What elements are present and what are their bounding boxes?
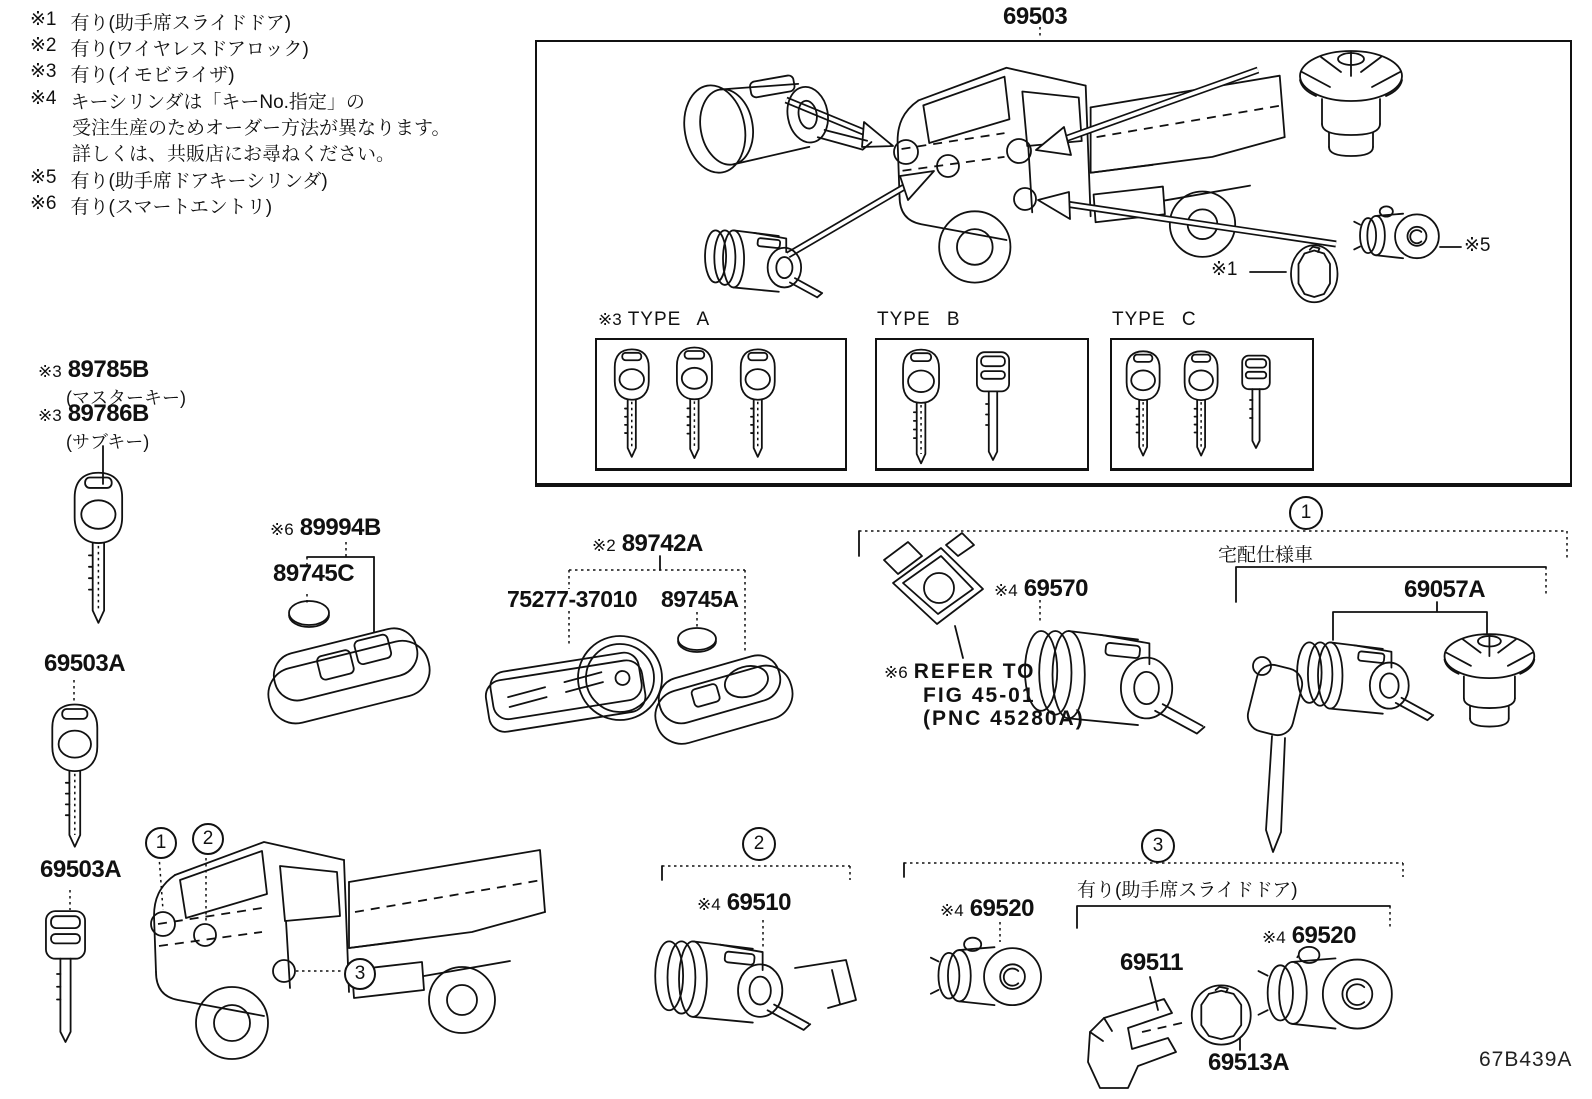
part-label-wireless-key xyxy=(592,530,703,558)
door-cylinder-69520-rear-illustration xyxy=(1258,947,1391,1029)
key-blank-lower-illustration xyxy=(46,911,85,1042)
note-ref: ※6 xyxy=(30,193,57,214)
part-number: 69503A xyxy=(40,856,122,883)
location-callout-2: 2 xyxy=(192,823,224,855)
69057A-bracket xyxy=(1333,602,1487,640)
part-label-69520-front xyxy=(940,895,1034,923)
note-text: (PNC 45280A) xyxy=(923,707,1085,730)
note-text: 有り(スマートエントリ) xyxy=(70,197,273,218)
slide-door-condition-label xyxy=(1077,875,1298,902)
type-name: TYPE C xyxy=(1112,309,1197,330)
part-number: 89786B xyxy=(67,400,149,427)
note-3 xyxy=(30,60,235,87)
note-ref: ※4 xyxy=(940,901,964,920)
note-text: 受注生産のためオーダー方法が異なります。 xyxy=(72,118,451,139)
smart-entry-note-line1 xyxy=(884,660,1036,684)
part-number: 89742A xyxy=(621,530,703,557)
note-2 xyxy=(30,34,309,61)
note-4 xyxy=(30,87,365,114)
note-text: 有り(助手席ドアキーシリンダ) xyxy=(70,171,328,192)
key-blank-upper-illustration xyxy=(52,705,97,847)
part-number: 89745C xyxy=(273,560,355,587)
part-label-smart-key-battery xyxy=(273,560,354,588)
note-text: 有り(ワイヤレスドアロック) xyxy=(70,39,309,60)
type-c-label xyxy=(1112,309,1197,331)
part-number: 69510 xyxy=(726,889,791,916)
part-name: (サブキー) xyxy=(66,432,150,452)
note-ref: ※5 xyxy=(30,167,57,188)
part-label-69570 xyxy=(994,575,1088,603)
smart-key-fob-illustration xyxy=(259,622,435,730)
delivery-key-illustration xyxy=(1244,657,1305,852)
diagram-code xyxy=(1479,1048,1572,1072)
leader-69511 xyxy=(1150,977,1158,1010)
part-number: 69513A xyxy=(1208,1049,1290,1076)
part-number: 89745A xyxy=(661,586,739,612)
type-b-keys-illustration xyxy=(903,350,1009,464)
note-ref: ※6 xyxy=(884,663,908,682)
type-name: TYPE B xyxy=(877,309,961,330)
section3-callout: 3 xyxy=(1141,829,1175,863)
note-ref: ※4 xyxy=(697,895,721,914)
door-cylinder-illustration-ref5 xyxy=(1354,206,1439,258)
note-text: 詳しくは、共販店にお尋ねください。 xyxy=(72,144,396,165)
type-a-keys-illustration xyxy=(615,348,775,459)
part-label-69503 xyxy=(1003,3,1067,31)
key-ring-illustration xyxy=(578,636,662,720)
part-number: 75277-37010 xyxy=(507,586,638,612)
part-label-smart-key xyxy=(270,514,381,542)
type-name: TYPE A xyxy=(627,309,711,330)
door-cylinder-69510-illustration xyxy=(655,941,856,1030)
note-ref: ※1 xyxy=(1211,259,1238,280)
part-name: (マスターキー) xyxy=(66,388,186,408)
note-ref: ※3 xyxy=(598,310,622,329)
part-number: 69520 xyxy=(1291,922,1356,949)
label-text: 有り(助手席スライドドア) xyxy=(1077,880,1298,901)
smart-entry-note-line3 xyxy=(923,707,1085,731)
sub-key-name xyxy=(66,428,149,454)
note-5 xyxy=(30,166,328,193)
part-number: 69520 xyxy=(969,895,1034,922)
exploded-view-arrows xyxy=(786,70,1336,255)
note-ref: ※3 xyxy=(38,406,62,425)
smart-key-battery-illustration xyxy=(289,601,329,627)
part-label-69520-rear xyxy=(1262,922,1356,950)
delivery-lock-cylinder-illustration xyxy=(1297,642,1433,720)
note-ref: ※2 xyxy=(30,35,57,56)
type-c-keys-illustration xyxy=(1127,351,1270,455)
gasket-69513A-illustration xyxy=(1192,985,1251,1044)
part-number: 69503 xyxy=(1003,3,1068,30)
note-ref: ※2 xyxy=(592,536,616,555)
note-1 xyxy=(30,8,291,35)
note-ref: ※4 xyxy=(30,88,57,109)
note-ref: ※1 xyxy=(30,9,57,30)
note-ref: ※4 xyxy=(1262,928,1286,947)
part-number: 69511 xyxy=(1120,949,1183,976)
delivery-spec-label xyxy=(1218,540,1313,567)
smart-entry-unit-illustration xyxy=(884,533,983,624)
wireless-fob-illustration xyxy=(646,648,799,750)
fuel-cap-illustration-main xyxy=(1300,51,1402,156)
section2-callout: 2 xyxy=(742,827,776,861)
ref5-label xyxy=(1464,234,1491,257)
part-number: 69057A xyxy=(1404,576,1486,603)
note-text: 有り(助手席スライドドア) xyxy=(70,13,292,34)
part-number: 69503A xyxy=(44,650,126,677)
note-text: REFER TO xyxy=(913,660,1036,683)
label-text: 宅配仕様車 xyxy=(1218,545,1314,566)
delivery-spec-bracket xyxy=(1236,567,1546,602)
clip-69511-illustration xyxy=(1088,999,1176,1088)
part-number: 89994B xyxy=(299,514,381,541)
leader-smart-entry-note xyxy=(955,626,963,658)
note-text: 有り(イモビライザ) xyxy=(70,65,235,86)
clip-gasket-dashed-line xyxy=(1142,1022,1186,1032)
part-label-master-key xyxy=(38,356,149,384)
section2-bracket xyxy=(662,866,850,880)
note-ref: ※3 xyxy=(38,362,62,381)
type-a-label xyxy=(598,309,710,331)
location-callout-3: 3 xyxy=(344,958,376,990)
location-callout-1: 1 xyxy=(145,827,177,859)
ref1-label xyxy=(1211,258,1238,281)
note-ref: ※3 xyxy=(30,61,57,82)
truck-illustration-locations xyxy=(154,842,545,1059)
note-text: FIG 45-01 xyxy=(923,684,1036,707)
note-6 xyxy=(30,192,272,219)
part-number: 89785B xyxy=(67,356,149,383)
part-label-key-plate xyxy=(507,586,637,613)
note-4-line3 xyxy=(72,139,395,166)
smart-entry-note-line2 xyxy=(923,684,1036,708)
key-number-plate-illustration xyxy=(482,650,647,734)
note-ref: ※6 xyxy=(270,520,294,539)
diagram-code-text: 67B439A xyxy=(1479,1048,1573,1071)
location-circles xyxy=(151,912,295,982)
master-key-illustration xyxy=(75,473,123,623)
part-label-key-blank-lower xyxy=(40,856,121,884)
ignition-cylinder-illustration-main xyxy=(705,230,822,297)
part-label-key-blank-upper xyxy=(44,650,125,678)
part-label-69511 xyxy=(1120,949,1183,977)
type-b-label xyxy=(877,309,961,331)
note-4-line2 xyxy=(72,113,450,140)
section1-callout: 1 xyxy=(1289,496,1323,530)
part-label-wireless-battery xyxy=(661,586,739,613)
part-label-69513A xyxy=(1208,1049,1289,1077)
steering-lock-cylinder-illustration xyxy=(678,59,873,179)
delivery-fuel-cap-illustration xyxy=(1445,634,1535,726)
part-label-69510 xyxy=(697,889,791,917)
part-number: 69570 xyxy=(1023,575,1088,602)
door-cylinder-69520-front-illustration xyxy=(931,938,1041,1005)
gasket-illustration-ref1 xyxy=(1291,245,1338,302)
part-label-sub-key xyxy=(38,400,149,428)
note-ref: ※4 xyxy=(994,581,1018,600)
note-ref: ※5 xyxy=(1464,235,1491,256)
truck-illustration-main xyxy=(898,68,1285,283)
note-text: キーシリンダは「キーNo.指定」の xyxy=(70,92,365,113)
wireless-key-battery-illustration xyxy=(678,628,716,652)
part-label-69057A xyxy=(1404,576,1485,604)
